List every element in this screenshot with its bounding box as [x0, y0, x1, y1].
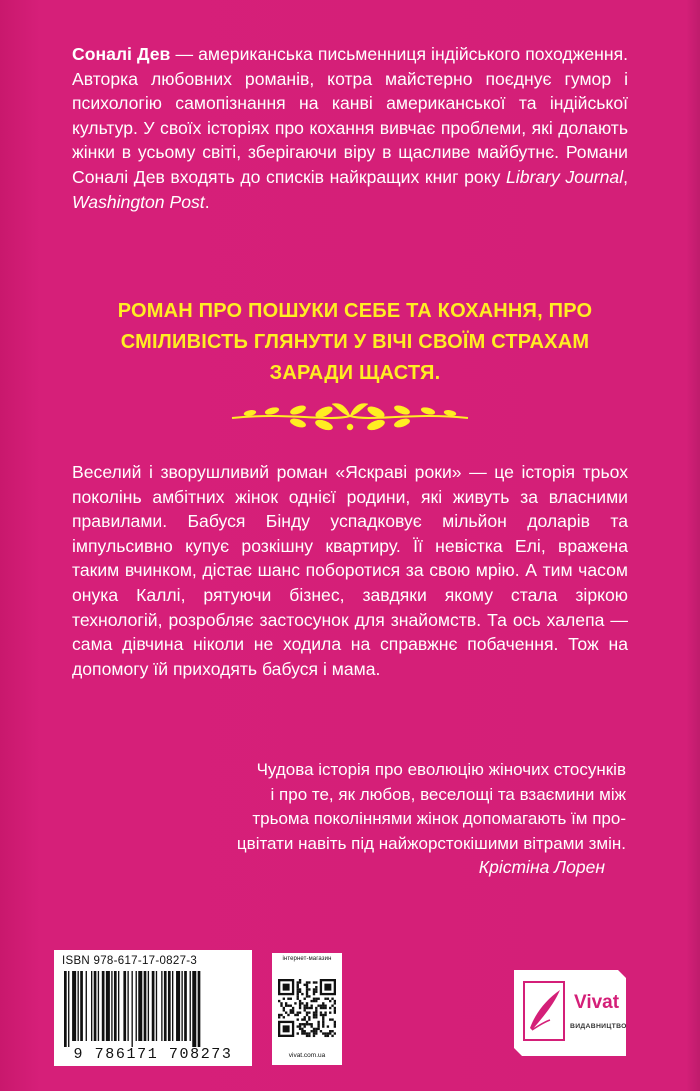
qr-code-icon[interactable]: [278, 967, 336, 1049]
tagline-line-3: ЗАРАДИ ЩАСТЯ.: [269, 362, 441, 384]
isbn-label: ISBN 978-617-17-0827-3: [62, 955, 198, 967]
tagline: [60, 296, 650, 389]
quote-author: Крістіна Лорен: [478, 857, 605, 877]
qr-code-panel[interactable]: [272, 953, 342, 1065]
synopsis-text: Веселий і зворушливий роман «Яскраві роки» — це історія трьох поколінь амбітних жінок однієї родини, які живуть за власними правилами. Бабуся Бінду успадковує мільйон доларів та імпульсивно купує розкішну квартиру. Її невістка Елі, вражена таким вчинком, дістає шанс поборотися за свою мрію. А тим часом онука Каллі, рятуючи бізнес, завдяки якому стала зіркою технологій, розробляє застосунок для знайомств. Та ось халепа — сама дівчина ніколи не ходила на справжнє побачення. Тож на допомогу їй приходять бабуся і мама.: [72, 462, 628, 679]
qr-top-label: інтернет-магазин: [282, 956, 332, 962]
isbn-barcode: [54, 950, 252, 1066]
spine-shadow: [686, 0, 700, 1091]
quote-line-2: і про те, як любов, веселощі та взаємини між: [270, 784, 626, 804]
barcode-digits: 9 786171 708273: [73, 1046, 233, 1063]
tagline-line-1: РОМАН ПРО ПОШУКИ СЕБЕ ТА КОХАННЯ, ПРО: [117, 300, 593, 322]
quote-line-3: трьома поколіннями жінок допомагають їм про-: [252, 809, 626, 828]
qr-url[interactable]: vivat.com.ua: [288, 1052, 326, 1059]
publisher-subtitle: ВИДАВНИЦТВО: [570, 1023, 627, 1030]
bio-end: .: [204, 191, 210, 212]
leaf-ornament-icon: [228, 398, 472, 432]
bio-separator: ,: [623, 166, 628, 187]
publisher-name: Vivat: [574, 992, 620, 1013]
quote-line-4: цвітати навіть під найжорстокішими вітрами змін.: [236, 833, 626, 853]
publisher-logo: [512, 968, 628, 1058]
synopsis: [72, 460, 628, 681]
tagline-line-2: СМІЛИВІСТЬ ГЛЯНУТИ У ВІЧІ СВОЇМ СТРАХАМ: [120, 331, 590, 353]
author-bio: [72, 42, 628, 214]
publication-washington-post: Washington Post: [72, 191, 205, 212]
barcode-icon: [60, 971, 246, 1047]
bio-text: — американська письменниця індійського походження. Авторка любовних романів, котра майстерно поєднує гумор і психологію самопізнання на канві американської та індійської культур. У своїх історіях про кохання вивчає проблеми, які долають жінки в усьому світі, зберігаючи віру в щасливе майбутнє. Романи Сонaлі Дев входять до списків найкращих книг року: [72, 44, 629, 187]
publication-library-journal: Library Journal: [506, 166, 624, 187]
author-name: Сонaлі Дев: [72, 44, 171, 64]
review-quote: [196, 758, 626, 856]
quote-line-1: Чудова історія про еволюцію жіночих стосунків: [256, 760, 626, 779]
